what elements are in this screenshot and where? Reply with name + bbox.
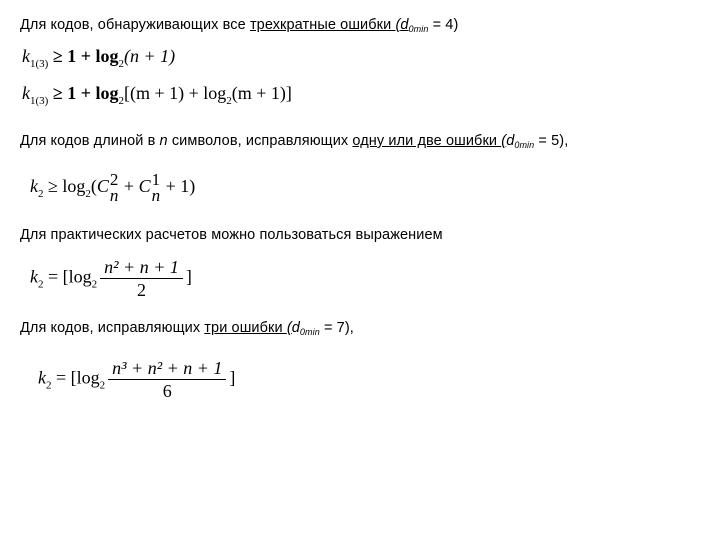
line1-value: = 4) [428,17,459,33]
line4-underlined: три ошибки [204,320,287,336]
line2-d: d [506,133,515,149]
f3-c1-indices [110,172,119,204]
f5-k: k [38,367,46,388]
f5-numerator: n³ + n² + n + 1 [108,357,226,380]
f2-rhs: ≥ 1 + log [48,83,119,103]
f5-fraction [108,357,226,402]
f4-rel: = [log [43,266,92,287]
line4-prefix: Для кодов, исправляющих [20,320,205,336]
text-line-correcting-one-two [20,133,568,150]
formula-k13-first [22,46,175,70]
f3-rel: ≥ log [43,176,86,197]
f4-sub: 2 [38,278,44,291]
line4-d: d [291,320,300,336]
f2-log-base: 2 [118,95,124,107]
text-line-practical [20,227,443,243]
f5-sub: 2 [46,379,52,392]
line2-middle: символов, исправляющих [167,133,353,149]
line1-underlined: трехкратные ошибки [249,17,396,33]
f1-sub: 1(3) [30,58,49,70]
f4-k: k [30,266,38,287]
formula-k13-second [22,83,292,107]
f4-denominator: 2 [137,280,146,300]
f2-k: k [22,83,30,103]
line1-d: d [400,17,409,33]
f3-k: k [30,176,38,197]
line4-value: = 7), [319,320,354,336]
f3-sub: 2 [38,188,44,201]
f5-close: ] [229,367,236,388]
line4-paren: ( [286,320,292,336]
f2-inner-base: 2 [226,95,232,107]
line2-value: = 5), [534,133,569,149]
f5-denominator: 6 [162,381,172,401]
f3-c1-sub: n [109,186,119,205]
f3-tail: + 1) [161,176,196,197]
f4-close: ] [185,266,192,287]
f1-log-base: 2 [118,58,124,70]
formula-k2-practical [30,256,192,301]
line2-n: n [159,133,168,149]
f3-plus: + [119,176,139,197]
text-line-detecting-codes [20,17,458,34]
f3-c2: C [138,176,151,197]
f2-sub: 1(3) [30,95,49,107]
f3-c1: C [96,176,109,197]
line2-underlined: одну или две ошибки [352,133,502,149]
line4-d-sub: 0min [299,327,320,337]
f5-log-base: 2 [99,379,106,392]
f3-log-base: 2 [85,188,91,201]
line3-text: Для практических расчетов можно пользоваться выражением [20,227,443,243]
f3-open: ( [90,176,97,197]
formula-k2-three-errors [38,357,235,402]
f1-arg: (n + 1) [123,46,176,66]
f1-k: k [22,46,30,66]
f2-tail: (m + 1)] [231,83,292,103]
f3-c2-sup: 1 [151,170,161,189]
line1-prefix: Для кодов, обнаруживающих все [20,17,250,33]
text-line-three-errors [20,320,354,337]
f3-c2-sub: n [151,186,161,205]
line2-paren: ( [501,133,507,149]
f5-rel: = [log [51,367,100,388]
f4-numerator: n² + n + 1 [100,256,183,279]
f4-log-base: 2 [91,278,98,291]
formula-k2-combinations [30,172,195,204]
f3-c1-sup: 2 [109,170,119,189]
line1-paren: ( [395,17,401,33]
f1-rhs: ≥ 1 + log [48,46,119,66]
line1-d-sub: 0min [408,24,429,34]
line2-d-sub: 0min [514,140,535,150]
line2-prefix: Для кодов длиной в [20,133,160,149]
f3-c2-indices [152,172,161,204]
f4-fraction [100,256,183,301]
f2-arg: [(m + 1) + log [123,83,227,103]
